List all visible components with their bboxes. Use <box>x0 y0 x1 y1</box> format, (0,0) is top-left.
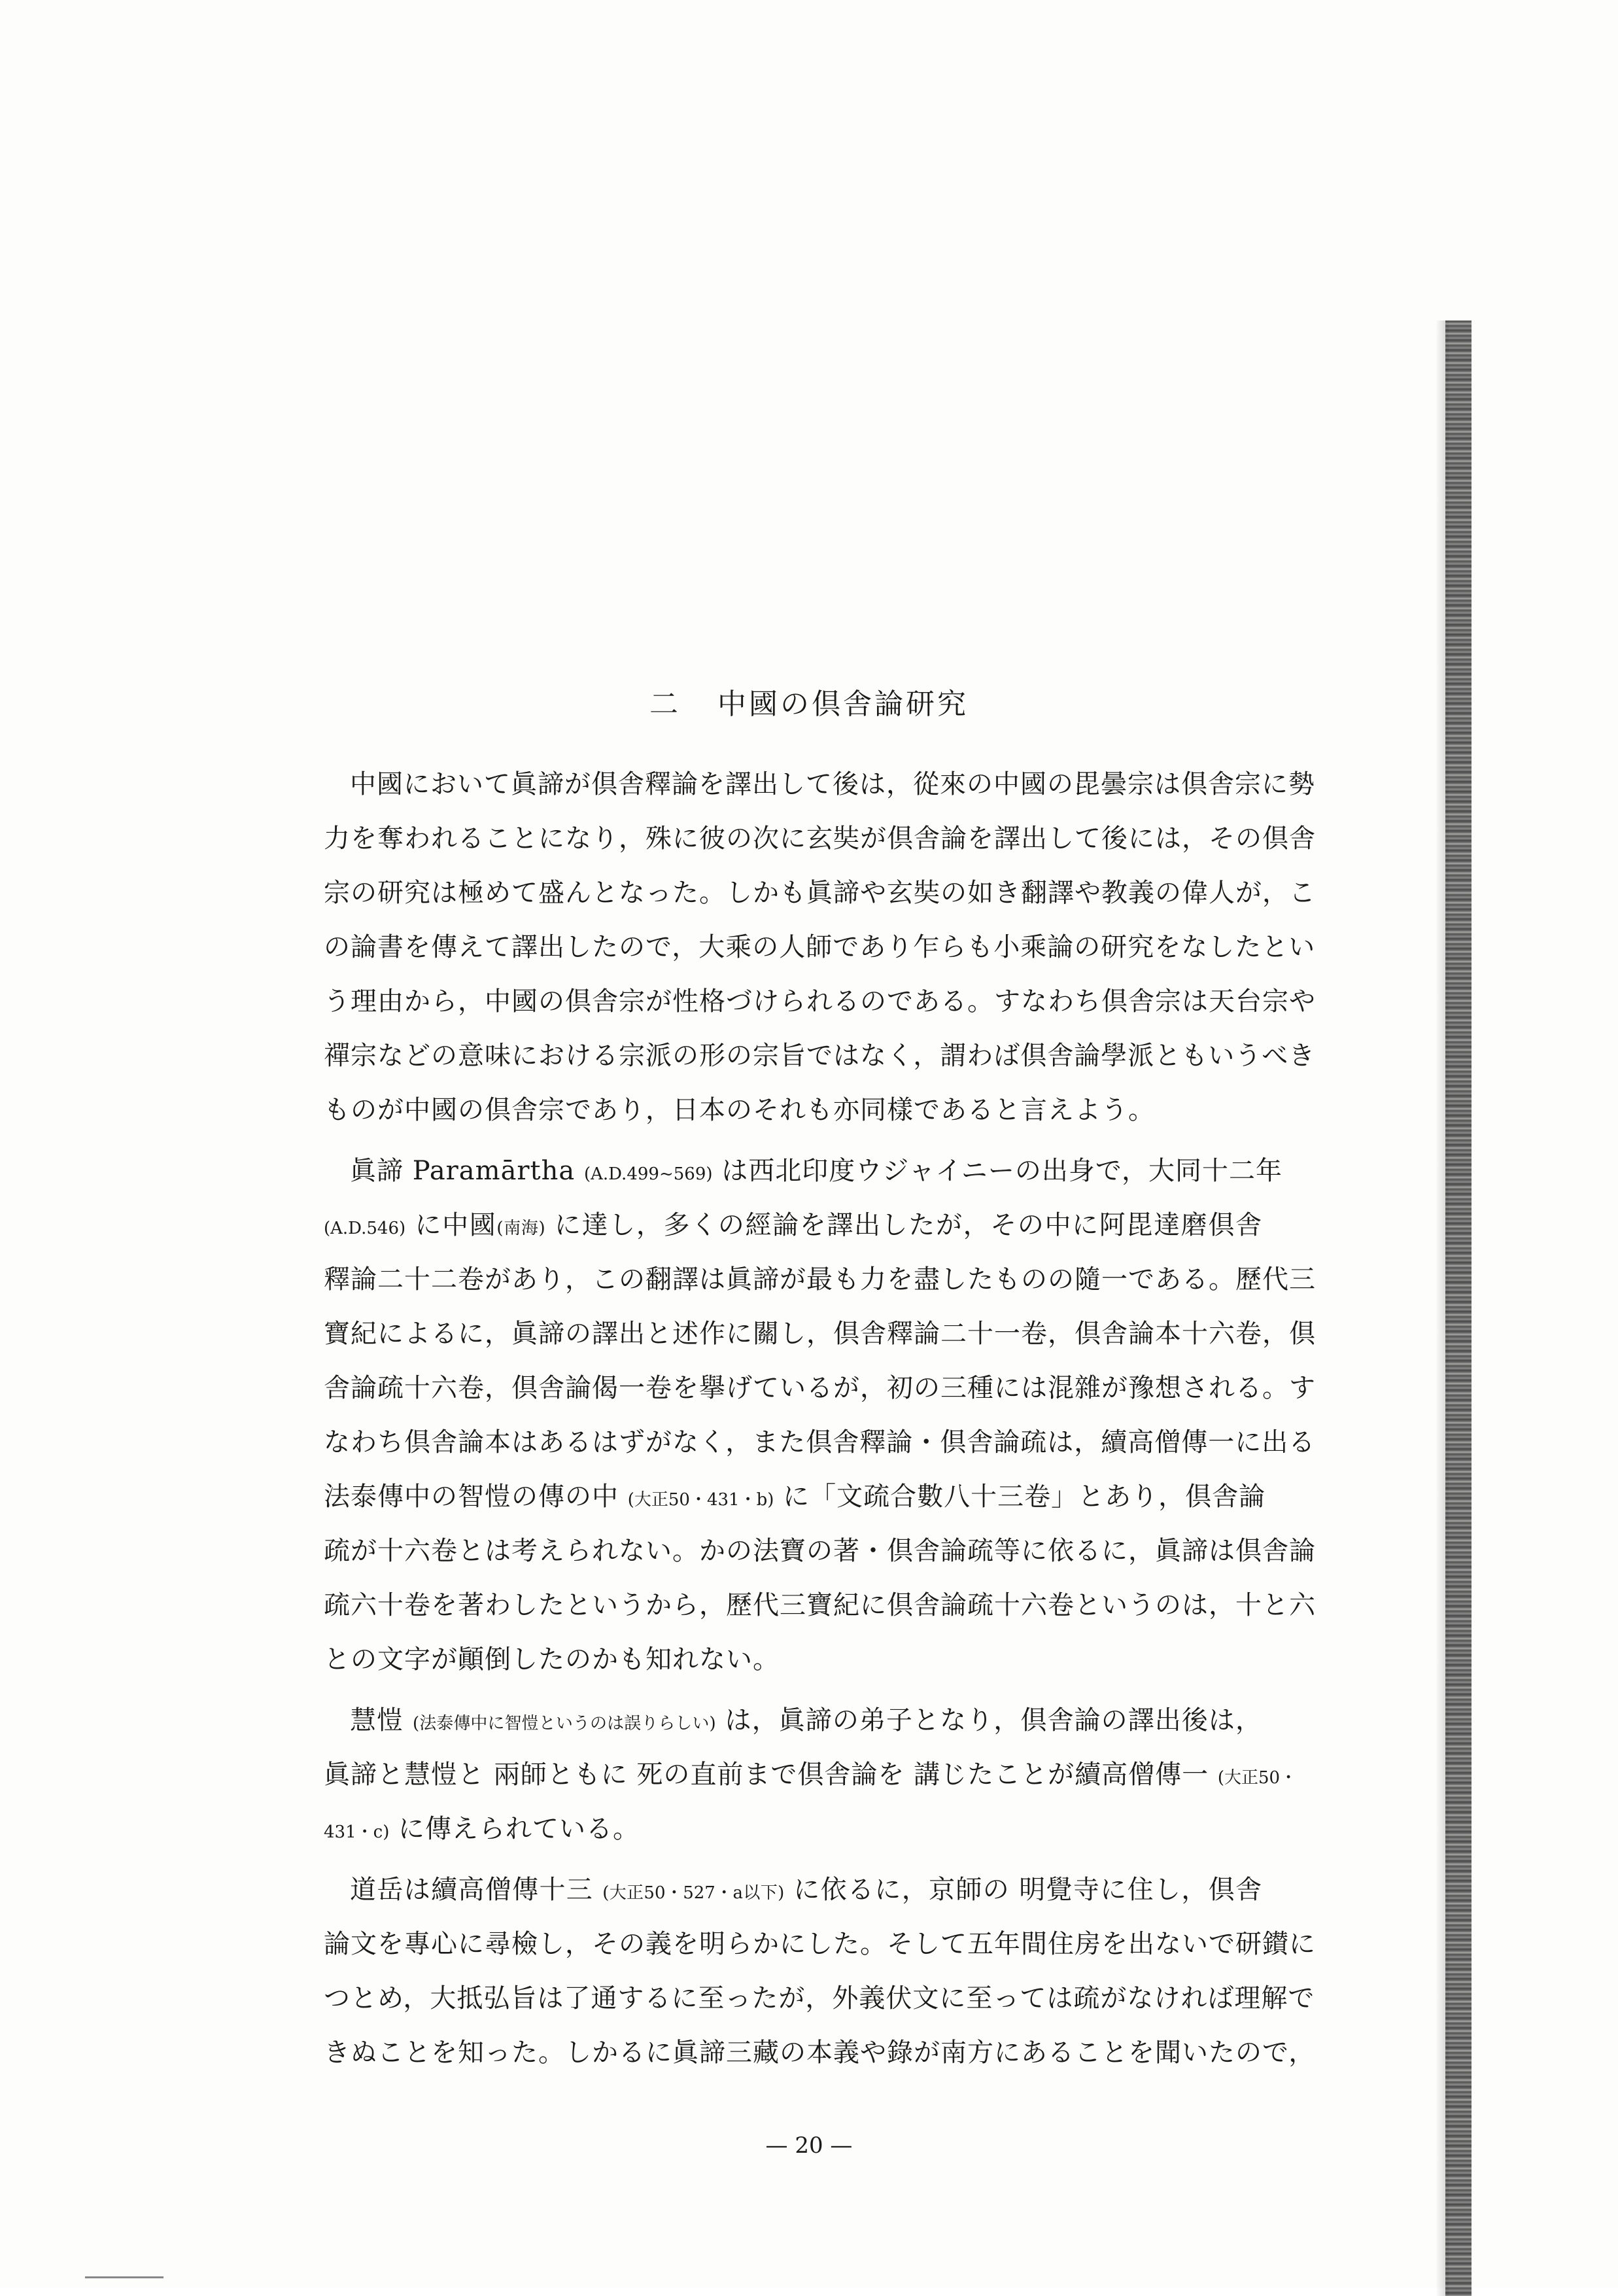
citation-note: 431・c) <box>324 1822 390 1842</box>
text-run: う理由から，中國の倶舎宗が性格づけられるのである。すなわち倶舎宗は天台宗や <box>324 986 1316 1017</box>
text-run: に依るに，京師の 明覺寺に住し，倶舎 <box>784 1875 1262 1905</box>
text-line <box>324 975 1316 1029</box>
text-line <box>324 866 1316 920</box>
text-run: 禪宗などの意味における宗派の形の宗旨ではなく，謂わば倶舎論學派ともいうべき <box>324 1041 1316 1071</box>
paragraph <box>324 757 1316 1138</box>
citation-note: (大正50・ <box>1217 1768 1298 1788</box>
text-run: 寶紀によるに，眞諦の譯出と述作に關し，倶舎釋論二十一卷，倶舎論本十六卷，倶 <box>324 1319 1316 1349</box>
text-line <box>324 920 1316 975</box>
text-run: つとめ，大抵弘旨は了通するに至ったが，外義伏文に至っては疏がなければ理解で <box>324 1983 1315 2013</box>
binding-edge <box>1445 321 1472 2296</box>
citation-note: (大正50・431・b) <box>627 1490 774 1510</box>
text-line <box>324 1029 1316 1083</box>
paragraph <box>324 1144 1316 1687</box>
text-run: 慧愷 <box>350 1705 413 1735</box>
text-run: 法泰傳中の智愷の傳の中 <box>324 1482 628 1512</box>
text-run: 論文を專心に尋檢し，その義を明らかにした。そして五年間住房を出ないで研鑚に <box>324 1929 1316 1959</box>
text-line <box>324 1253 1316 1307</box>
text-run: 宗の研究は極めて盛んとなった。しかも眞諦や玄奘の如き翻譯や教義の偉人が，こ <box>324 878 1316 908</box>
paragraph <box>324 1863 1316 2080</box>
text-line <box>324 1917 1316 1972</box>
text-run: に傳えられている。 <box>389 1814 640 1844</box>
section-title: 中國の倶舎論研究 <box>717 687 969 721</box>
text-run: 眞諦 Paramārtha <box>350 1156 584 1186</box>
body-text <box>324 757 1316 2080</box>
text-line <box>324 1694 1262 1748</box>
page-number: — 20 — <box>765 2132 853 2159</box>
text-line <box>324 1307 1316 1361</box>
text-run: に「文疏合數八十三卷」とあり，倶舎論 <box>774 1482 1266 1512</box>
text-run: 釋論二十二卷があり，この翻譯は眞諦が最も力を盡したものの隨一である。歷代三 <box>324 1264 1316 1295</box>
text-line <box>324 1578 1316 1633</box>
text-line <box>324 1972 1315 2026</box>
text-line <box>324 1144 1283 1198</box>
citation-note: (A.D.499~569) <box>583 1164 713 1184</box>
text-run: は，眞諦の弟子となり，倶舎論の譯出後は， <box>715 1705 1263 1735</box>
citation-note: (大正50・527・a以下) <box>602 1883 785 1903</box>
text-run: に達し，多くの經論を譯出したが，その中に阿毘達磨倶舎 <box>545 1210 1262 1240</box>
text-line <box>324 1633 1262 1687</box>
citation-note: (法泰傳中に智愷というのは誤りらしい) <box>412 1714 716 1733</box>
text-line <box>324 1416 1316 1470</box>
text-line <box>324 1802 1262 1856</box>
text-run: ものが中國の倶舎宗であり，日本のそれも亦同樣であると言えよう。 <box>324 1095 1155 1125</box>
text-run: なわち倶舎論本はあるはずがなく，また倶舎釋論・倶舎論疏は，續高僧傳一に出る <box>324 1427 1316 1457</box>
text-line <box>324 757 1315 812</box>
text-run: に中國 <box>405 1210 497 1240</box>
text-line <box>324 1083 1262 1138</box>
text-run: 中國において眞諦が倶舎釋論を譯出して後は，從來の中國の毘曇宗は倶舎宗に勢 <box>350 769 1315 799</box>
text-run: 舎論疏十六卷，倶舎論偈一卷を擧げているが，初の三種には混雜が豫想される。す <box>324 1373 1316 1403</box>
text-run: は西北印度ウジャイニーの出身で，大同十二年 <box>712 1156 1283 1186</box>
text-run: との文字が顚倒したのかも知れない。 <box>324 1644 780 1675</box>
scan-edge-mark <box>85 2276 164 2278</box>
text-line <box>324 1524 1316 1578</box>
text-line <box>324 812 1316 866</box>
text-line <box>324 1748 1298 1802</box>
text-line <box>324 1863 1262 1917</box>
section-heading <box>0 680 1618 722</box>
text-run: 眞諦と慧愷と 兩師ともに 死の直前まで倶舎論を 講じたことが續高僧傳一 <box>324 1760 1218 1790</box>
text-run: 疏が十六卷とは考えられない。かの法寶の著・倶舎論疏等に依るに，眞諦は倶舎論 <box>324 1536 1316 1566</box>
text-line <box>324 2026 1316 2080</box>
text-line <box>324 1198 1262 1253</box>
text-run: 道岳は續高僧傳十三 <box>350 1875 603 1905</box>
paragraph <box>324 1694 1298 1856</box>
text-run: 力を奪われることになり，殊に彼の次に玄奘が倶舎論を譯出して後には，その倶舎 <box>324 824 1316 854</box>
text-line <box>324 1361 1316 1416</box>
text-run: 疏六十卷を著わしたというから，歷代三寶紀に倶舎論疏十六卷というのは，十と六 <box>324 1590 1316 1620</box>
text-line <box>324 1470 1266 1524</box>
text-run: の論書を傳えて譯出したので，大乘の人師であり乍らも小乘論の研究をなしたとい <box>324 932 1316 962</box>
section-number: 二 <box>649 687 681 721</box>
citation-note: (A.D.546) <box>324 1219 406 1238</box>
text-run: きぬことを知った。しかるに眞諦三藏の本義や錄が南方にあることを聞いたので， <box>324 2038 1316 2068</box>
citation-note: (南海) <box>496 1219 545 1238</box>
